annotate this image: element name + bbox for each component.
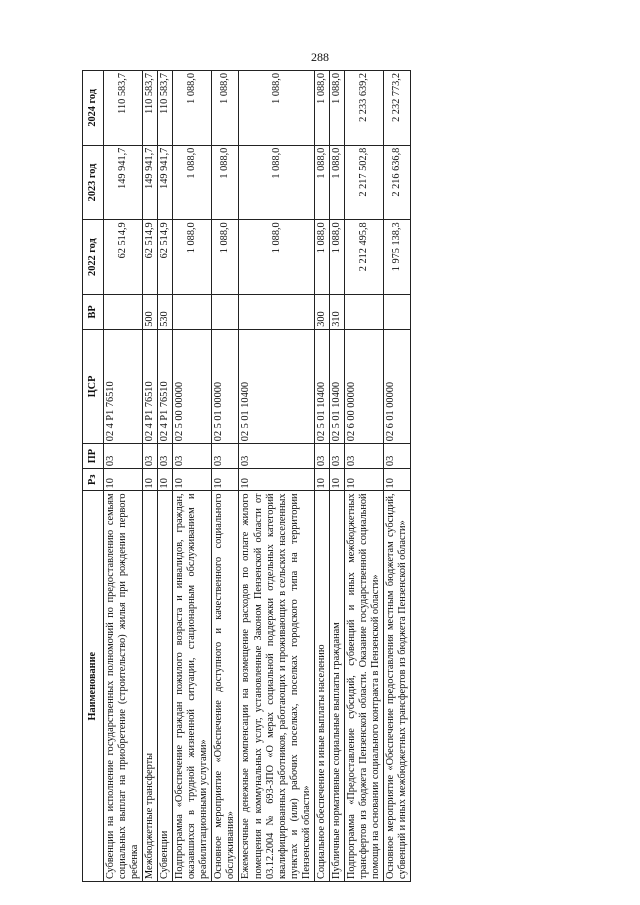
- cell-2022: 1 088,0: [173, 220, 212, 295]
- cell-pr: 03: [158, 444, 173, 469]
- cell-vr: [344, 294, 383, 329]
- cell-2022: 2 212 495,8: [344, 220, 383, 295]
- cell-csr: 02 5 01 10400: [329, 329, 344, 443]
- rotated-table-container: [82, 70, 640, 882]
- cell-vr: 530: [158, 294, 173, 329]
- cell-2023: 149 941,7: [158, 145, 173, 220]
- cell-2023: 2 216 636,8: [383, 145, 410, 220]
- cell-2023: 1 088,0: [314, 145, 329, 220]
- budget-table: [82, 70, 411, 882]
- cell-csr: 02 6 00 00000: [344, 329, 383, 443]
- cell-pr: 03: [173, 444, 212, 469]
- header-2024: 2024 год: [83, 71, 104, 146]
- cell-name: Подпрограмма «Обеспечение граждан пожилого возраста и инвалидов, граждан, оказавшихся в трудной жизненной ситуации, стационарным обслуживанием и реабилитационными услугами»: [173, 491, 212, 882]
- cell-vr: [239, 294, 314, 329]
- cell-vr: 500: [143, 294, 158, 329]
- header-pr: ПР: [83, 444, 104, 469]
- cell-2024: 2 232 773,2: [383, 71, 410, 146]
- cell-name: Субвенции: [158, 491, 173, 882]
- cell-vr: [104, 294, 143, 329]
- cell-vr: [212, 294, 239, 329]
- cell-2024: 1 088,0: [173, 71, 212, 146]
- cell-rz: 10: [212, 469, 239, 491]
- cell-csr: 02 6 01 00000: [383, 329, 410, 443]
- cell-pr: 03: [104, 444, 143, 469]
- header-csr: ЦСР: [83, 329, 104, 443]
- cell-rz: 10: [314, 469, 329, 491]
- table-row: [104, 71, 143, 882]
- cell-vr: 310: [329, 294, 344, 329]
- cell-pr: 03: [212, 444, 239, 469]
- header-2023: 2023 год: [83, 145, 104, 220]
- page-number: 288: [311, 50, 329, 64]
- cell-name: Ежемесячные денежные компенсации на возмещение расходов по оплате жилого помещения и коммунальных услуг, установленные Законом Пензенской области от 03.12.2004 № 693-ЗПО «О мерах социальной поддержки отдельных категорий квалифицированных работников, работающих и проживающих в сельских населенных пунктах и (или) рабочих поселках, поселках городского типа на территории Пензенской области»: [239, 491, 314, 882]
- cell-2024: 1 088,0: [329, 71, 344, 146]
- cell-rz: 10: [104, 469, 143, 491]
- header-2022: 2022 год: [83, 220, 104, 295]
- cell-2023: 1 088,0: [173, 145, 212, 220]
- cell-2024: 1 088,0: [239, 71, 314, 146]
- cell-2022: 1 975 138,3: [383, 220, 410, 295]
- table-row: [344, 71, 383, 882]
- cell-pr: 03: [314, 444, 329, 469]
- cell-2022: 62 514,9: [158, 220, 173, 295]
- cell-rz: 10: [239, 469, 314, 491]
- cell-vr: 300: [314, 294, 329, 329]
- table-row: [383, 71, 410, 882]
- cell-csr: 02 4 P1 76510: [143, 329, 158, 443]
- cell-2023: 1 088,0: [329, 145, 344, 220]
- cell-rz: 10: [344, 469, 383, 491]
- cell-rz: 10: [329, 469, 344, 491]
- header-rz: Рз: [83, 469, 104, 491]
- cell-2022: 1 088,0: [329, 220, 344, 295]
- cell-rz: 10: [143, 469, 158, 491]
- cell-rz: 10: [158, 469, 173, 491]
- table-row: [173, 71, 212, 882]
- cell-csr: 02 4 P1 76510: [158, 329, 173, 443]
- cell-2023: 1 088,0: [212, 145, 239, 220]
- cell-csr: 02 4 P1 76510: [104, 329, 143, 443]
- cell-2024: 110 583,7: [104, 71, 143, 146]
- cell-pr: 03: [383, 444, 410, 469]
- table-row: [143, 71, 158, 882]
- cell-2024: 1 088,0: [314, 71, 329, 146]
- cell-name: Субвенции на исполнение государственных полномочий по предоставлению семьям социальных выплат на приобретение (строительство) жилья при рождении первого ребенка: [104, 491, 143, 882]
- cell-name: Подпрограмма «Предоставление субсидий, субвенций и иных межбюджетных трансфертов из бюджета Пензенской области. Оказание государственной социальной помощи на основании социального контракта в Пензенской области»: [344, 491, 383, 882]
- cell-2023: 1 088,0: [239, 145, 314, 220]
- cell-csr: 02 5 01 10400: [314, 329, 329, 443]
- cell-name: Межбюджетные трансферты: [143, 491, 158, 882]
- cell-2022: 62 514,9: [143, 220, 158, 295]
- cell-name: Публичные нормативные социальные выплаты гражданам: [329, 491, 344, 882]
- rotated-page-area: [82, 70, 640, 882]
- cell-2024: 110 583,7: [143, 71, 158, 146]
- cell-csr: 02 5 01 00000: [212, 329, 239, 443]
- cell-2023: 149 941,7: [104, 145, 143, 220]
- table-row: [314, 71, 329, 882]
- table-header-row: [83, 71, 104, 882]
- cell-vr: [383, 294, 410, 329]
- cell-2022: 1 088,0: [212, 220, 239, 295]
- cell-pr: 03: [329, 444, 344, 469]
- cell-csr: 02 5 00 00000: [173, 329, 212, 443]
- header-vr: ВР: [83, 294, 104, 329]
- cell-pr: 03: [143, 444, 158, 469]
- cell-2024: 2 233 639,2: [344, 71, 383, 146]
- header-name: Наименование: [83, 491, 104, 882]
- cell-pr: 03: [239, 444, 314, 469]
- table-row: [158, 71, 173, 882]
- cell-2023: 149 941,7: [143, 145, 158, 220]
- table-row: [329, 71, 344, 882]
- cell-2023: 2 217 502,8: [344, 145, 383, 220]
- cell-2022: 1 088,0: [314, 220, 329, 295]
- cell-2024: 110 583,7: [158, 71, 173, 146]
- cell-name: Основное мероприятие «Обеспечение доступного и качественного социального обслуживания»: [212, 491, 239, 882]
- cell-vr: [173, 294, 212, 329]
- cell-name: Социальное обеспечение и иные выплаты населению: [314, 491, 329, 882]
- cell-pr: 03: [344, 444, 383, 469]
- table-row: [239, 71, 314, 882]
- table-row: [212, 71, 239, 882]
- cell-rz: 10: [173, 469, 212, 491]
- cell-csr: 02 5 01 10400: [239, 329, 314, 443]
- cell-rz: 10: [383, 469, 410, 491]
- cell-2022: 62 514,9: [104, 220, 143, 295]
- cell-2024: 1 088,0: [212, 71, 239, 146]
- cell-2022: 1 088,0: [239, 220, 314, 295]
- cell-name: Основное мероприятие «Обеспечение предоставления местным бюджетам субсидий, субвенций и иных межбюджетных трансфертов из бюджета Пензенской области»: [383, 491, 410, 882]
